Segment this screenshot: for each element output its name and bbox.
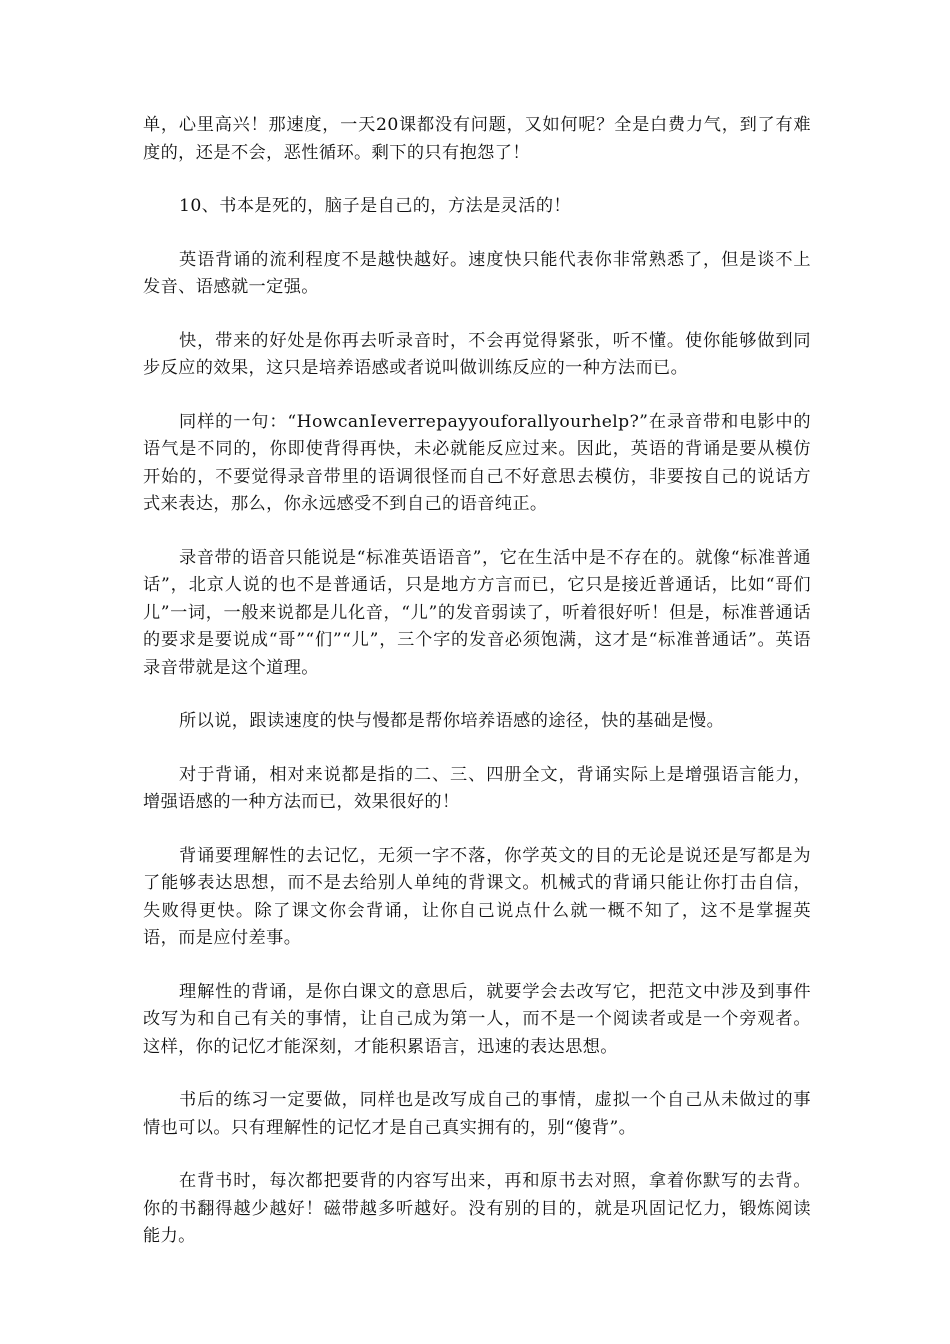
document-body [143, 112, 811, 1277]
paragraph: 对于背诵，相对来说都是指的二、三、四册全文，背诵实际上是增强语言能力，增强语感的一种方法而已，效果很好的！ [143, 764, 811, 812]
paragraph: 在背书时，每次都把要背的内容写出来，再和原书去对照，拿着你默写的去背。你的书翻得越少越好！磁带越多听越好。没有别的目的，就是巩固记忆力，锻炼阅读能力。 [143, 1171, 811, 1246]
paragraph: 同样的一句：“HowcanIeverrepayyouforallyourhelp?”在录音带和电影中的语气是不同的，你即使背得再快，未必就能反应过来。因此，英语的背诵是要从模仿开始的，不要觉得录音带里的语调很怪而自己不好意思去模仿，非要按自己的说话方式来表达，那么，你永远感受不到自己的语音纯正。 [143, 411, 811, 514]
paragraph: 快，带来的好处是你再去听录音时，不会再觉得紧张，听不懂。使你能够做到同步反应的效果，这只是培养语感或者说叫做训练反应的一种方法而已。 [143, 330, 811, 378]
paragraph: 背诵要理解性的去记忆，无须一字不落，你学英文的目的无论是说还是写都是为了能够表达思想，而不是去给别人单纯的背课文。机械式的背诵只能让你打击自信，失败得更快。除了课文你会背诵，让你自己说点什么就一概不知了，这不是掌握英语，而是应付差事。 [143, 845, 811, 948]
paragraph: 录音带的语音只能说是“标准英语语音”，它在生活中是不存在的。就像“标准普通话”，北京人说的也不是普通话，只是地方方言而已，它只是接近普通话，比如“哥们儿”一词，一般来说都是儿化音，“儿”的发音弱读了，听着很好听！但是，标准普通话的要求是要说成“哥”“们”“儿”，三个字的发音必须饱满，这才是“标准普通话”。英语录音带就是这个道理。 [143, 547, 811, 678]
paragraph-continuation: 单，心里高兴！那速度，一天20课都没有问题，又如何呢？全是白费力气，到了有难度的，还是不会，恶性循环。剩下的只有抱怨了！ [143, 115, 811, 163]
paragraph: 理解性的背诵，是你白课文的意思后，就要学会去改写它，把范文中涉及到事件改写为和自己有关的事情，让自己成为第一人，而不是一个阅读者或是一个旁观者。这样，你的记忆才能深刻，才能积累语言，迅速的表达思想。 [143, 981, 811, 1057]
paragraph: 书后的练习一定要做，同样也是改写成自己的事情，虚拟一个自己从未做过的事情也可以。只有理解性的记忆才是自己真实拥有的，别“傻背”。 [143, 1090, 811, 1138]
paragraph: 所以说，跟读速度的快与慢都是帮你培养语感的途径，快的基础是慢。 [179, 711, 725, 731]
paragraph: 英语背诵的流利程度不是越快越好。速度快只能代表你非常熟悉了，但是谈不上发音、语感就一定强。 [143, 249, 811, 297]
paragraph-heading-10: 10、书本是死的，脑子是自己的，方法是灵活的！ [179, 196, 572, 216]
